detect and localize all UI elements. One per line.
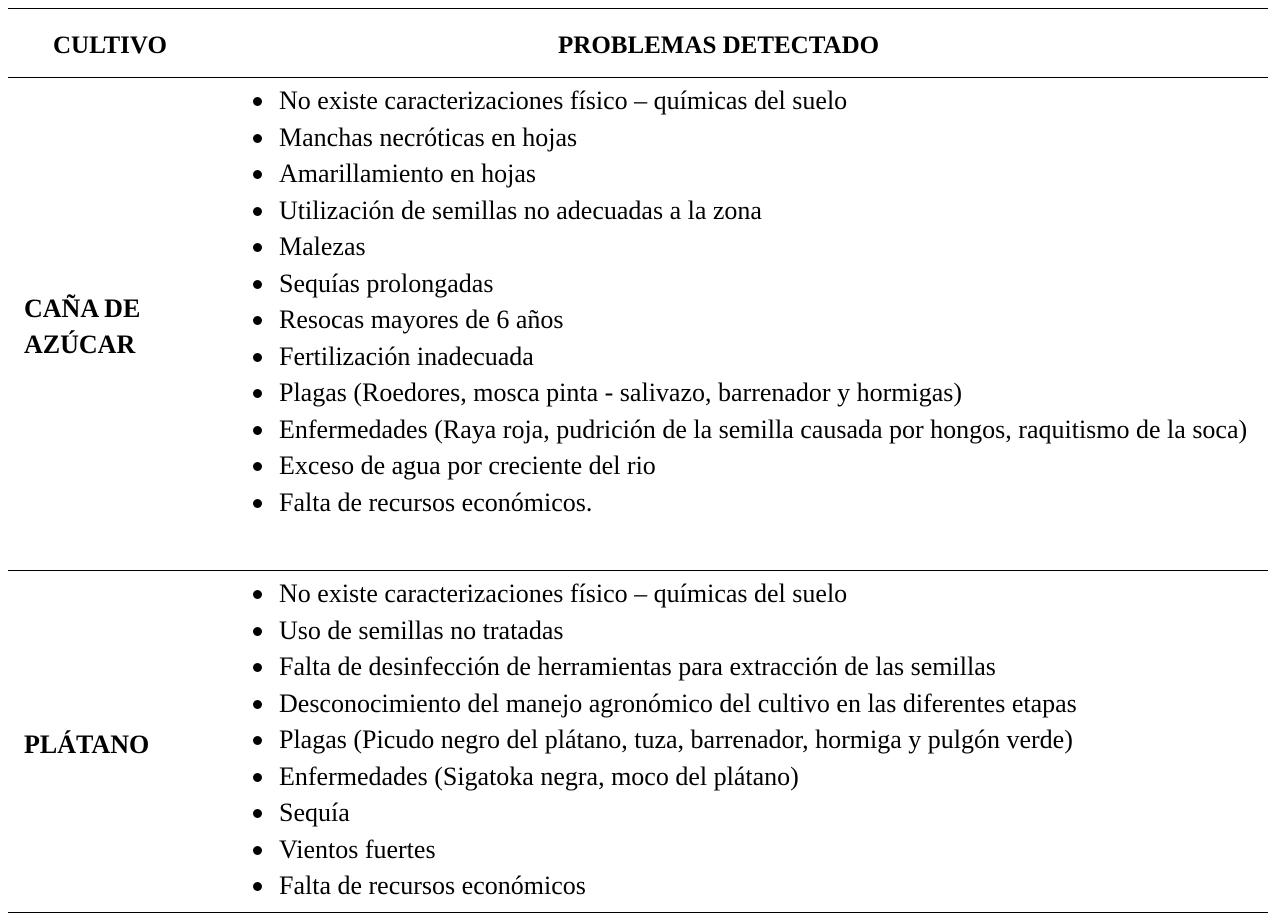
list-item: Exceso de agua por creciente del rio [250, 448, 1260, 485]
list-item: No existe caracterizaciones físico – químicas del suelo [250, 576, 1260, 613]
list-item: Desconocimiento del manejo agronómico del cultivo en las diferentes etapas [250, 686, 1260, 723]
crop-platano [24, 727, 149, 763]
bottom-rule [8, 912, 1268, 913]
list-item: Malezas [250, 229, 1260, 266]
list-item: Falta de recursos económicos. [250, 485, 1260, 522]
problems-list-cana [250, 83, 1260, 521]
list-item: Uso de semillas no tratadas [250, 613, 1260, 650]
list-item: Enfermedades (Raya roja, pudrición de la semilla causada por hongos, raquitismo de la soca) [250, 412, 1260, 449]
list-item: Fertilización inadecuada [250, 339, 1260, 376]
crop-cana [24, 291, 140, 363]
crop-cana-line2: AZÚCAR [24, 330, 136, 359]
header-rule [8, 77, 1268, 78]
list-item: Vientos fuertes [250, 832, 1260, 869]
list-item: No existe caracterizaciones físico – químicas del suelo [250, 83, 1260, 120]
header-problemas: PROBLEMAS DETECTADO [558, 32, 880, 59]
list-item: Sequía [250, 795, 1260, 832]
list-item: Manchas necróticas en hojas [250, 120, 1260, 157]
list-item: Plagas (Roedores, mosca pinta - salivazo, barrenador y hormigas) [250, 375, 1260, 412]
problems-list-platano [250, 576, 1260, 905]
list-item: Enfermedades (Sigatoka negra, moco del plátano) [250, 759, 1260, 796]
row-rule [8, 570, 1268, 571]
list-item: Plagas (Picudo negro del plátano, tuza, barrenador, hormiga y pulgón verde) [250, 722, 1260, 759]
list-item: Resocas mayores de 6 años [250, 302, 1260, 339]
crop-platano-line1: PLÁTANO [24, 730, 150, 759]
top-rule [8, 8, 1268, 9]
list-item: Falta de recursos económicos [250, 868, 1260, 905]
list-item: Sequías prolongadas [250, 266, 1260, 303]
list-item: Falta de desinfección de herramientas para extracción de las semillas [250, 649, 1260, 686]
header-cultivo: CULTIVO [53, 32, 167, 59]
list-item: Utilización de semillas no adecuadas a la zona [250, 193, 1260, 230]
list-item: Amarillamiento en hojas [250, 156, 1260, 193]
crop-cana-line1: CAÑA DE [24, 294, 141, 323]
